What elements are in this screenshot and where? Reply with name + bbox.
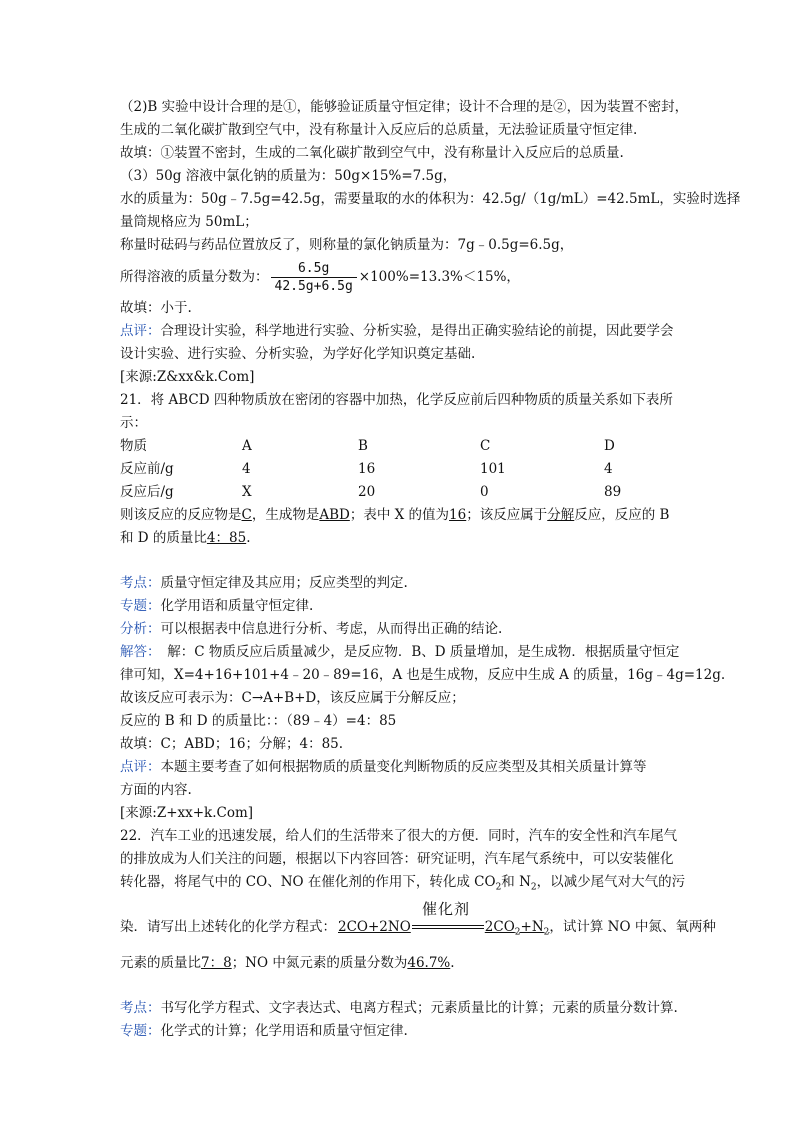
answer-blank: 7：8 xyxy=(201,954,232,971)
table-row xyxy=(120,458,684,481)
answer-line: 则该反应的反应物是C，生成物是ABD；表中 X 的值为16；该反应属于分解反应，反应的 B xyxy=(120,507,670,523)
table-cell: 89 xyxy=(604,484,622,500)
answer-line: 元素的质量比7：8；NO 中氮元素的质量分数为46.7%. xyxy=(120,954,455,971)
fenxi-line: 分析：可以根据表中信息进行分析、考虑，从而得出正确的结论. xyxy=(120,621,503,637)
text-line: 故填：C；ABD；16；分解；4：85. xyxy=(120,736,344,752)
answer-blank: 46.7% xyxy=(407,954,451,971)
table-cell: 反应前/g xyxy=(120,461,174,477)
answer-blank: 16 xyxy=(449,507,467,523)
answer-blank: 4：85 xyxy=(206,530,247,546)
comment-label: 点评： xyxy=(120,759,161,775)
fraction xyxy=(271,260,357,295)
table-header-row xyxy=(120,435,684,458)
comment-label: 点评： xyxy=(120,323,161,339)
comment-line: 点评：本题主要考查了如何根据物质的质量变化判断物质的反应类型及其相关质量计算等 xyxy=(120,759,647,775)
text-line: 故填：小于. xyxy=(120,300,192,316)
table-cell: 4 xyxy=(604,461,613,477)
catalyst-label: 催化剂 xyxy=(422,899,471,918)
answer-blank: 分解 xyxy=(547,507,575,523)
table-cell: 20 xyxy=(358,484,376,500)
table-cell: 16 xyxy=(358,461,376,477)
kaodian-line: 考点：书写化学方程式、文字表达式、电离方程式；元素质量比的计算；元素的质量分数计算. xyxy=(120,999,678,1016)
table-row xyxy=(120,481,684,504)
text-line: 故该反应可表示为：C→A+B+D，该反应属于分解反应； xyxy=(120,690,465,706)
text-line: 律可知，X=4+16+101+4﹣20﹣89=16，A 也是生成物，反应中生成 A 的质量，16g﹣4g=12g. xyxy=(120,667,726,683)
text-line: 生成的二氧化碳扩散到空气中，没有称量计入反应后的总质量，无法验证质量守恒定律. xyxy=(120,122,638,138)
fenxi-label: 分析： xyxy=(120,621,161,637)
text-line: 转化器，将尾气中的 CO、NO 在催化剂的作用下，转化成 $CO_2$和 $N_2$，以减少尾气对大气的污 xyxy=(120,874,686,893)
answer-blank: ABD xyxy=(319,507,350,523)
mass-table xyxy=(120,435,684,504)
zhuanti-line: 专题：化学用语和质量守恒定律. xyxy=(120,598,314,614)
question-21: 21．将 ABCD 四种物质放在密闭的容器中加热，化学反应前后四种物质的质量关系如下表所 xyxy=(120,392,673,408)
text-line: 反应的 B 和 D 的质量比：：（89﹣4）=4：85 xyxy=(120,713,397,729)
text-line: 设计实验、进行实验、分析实验，为学好化学知识奠定基础. xyxy=(120,346,476,362)
numerator: 6.5g xyxy=(271,260,357,278)
text-line: （2)B 实验中设计合理的是①，能够验证质量守恒定律；设计不合理的是②，因为装置不密封， xyxy=(120,99,689,115)
text-line: 称量时砝码与药品位置放反了，则称量的氯化钠质量为：7g﹣0.5g=6.5g， xyxy=(120,237,574,253)
kaodian-line: 考点：质量守恒定律及其应用；反应类型的判定. xyxy=(120,575,408,591)
text-line: 水的质量为：50g﹣7.5g=42.5g，需要量取的水的体积为：42.5g/（1g/mL）=42.5mL，实验时选择 xyxy=(120,191,741,207)
text-line: 量筒规格应为 50mL； xyxy=(120,214,258,230)
table-cell: C xyxy=(480,438,491,454)
comment-line: 点评：合理设计实验，科学地进行实验、分析实验，是得出正确实验结论的前提，因此要学会 xyxy=(120,323,674,339)
jieda-line: 解答： 解：C 物质反应后质量减少，是反应物．B、D 质量增加，是生成物．根据质量守恒定 xyxy=(120,644,680,660)
table-cell: 4 xyxy=(242,461,251,477)
zhuanti-label: 专题： xyxy=(120,1022,161,1039)
table-cell: B xyxy=(358,438,368,454)
table-cell: 0 xyxy=(480,484,489,500)
answer-blank: C xyxy=(241,507,252,523)
answer-line: 和 D 的质量比4：85. xyxy=(120,530,251,546)
document-page xyxy=(120,96,741,1043)
chemical-equation: 催化剂 2CO+2NO $2CO_2+N_2$ xyxy=(338,900,549,960)
table-cell: A xyxy=(242,438,252,454)
question-22: 22．汽车工业的迅速发展，给人们的生活带来了很大的方便．同时，汽车的安全性和汽车尾气 xyxy=(120,828,678,844)
text-line: 方面的内容. xyxy=(120,782,192,798)
text-line: （3）50g 溶液中氯化钠的质量为：50g×15%=7.5g， xyxy=(120,168,457,184)
table-cell: D xyxy=(604,438,615,454)
text-line: 的排放成为人们关注的问题，根据以下内容回答：研究证明，汽车尾气系统中，可以安装催化 xyxy=(120,851,674,867)
equation-line: 染．请写出上述转化的化学方程式： 催化剂 2CO+2NO $2CO_2+N_2$，试计算 NO 中氮、氧两种 xyxy=(120,900,690,946)
table-cell: 反应后/g xyxy=(120,484,174,500)
source-note: [来源:Z&xx&k.Com] xyxy=(120,369,255,385)
zhuanti-label: 专题： xyxy=(120,598,161,614)
zhuanti-line: 专题：化学式的计算；化学用语和质量守恒定律. xyxy=(120,1022,408,1039)
table-cell: X xyxy=(242,484,252,500)
text-line: 故填：①装置不密封，生成的二氧化碳扩散到空气中，没有称量计入反应后的总质量. xyxy=(120,145,624,161)
source-note: [来源:Z+xx+k.Com] xyxy=(120,805,254,821)
text-line: 示： xyxy=(120,415,147,431)
table-cell: 101 xyxy=(480,461,506,477)
table-cell: 物质 xyxy=(120,438,147,454)
kaodian-label: 考点： xyxy=(120,575,161,591)
denominator: 42.5g+6.5g xyxy=(274,279,353,294)
kaodian-label: 考点： xyxy=(120,999,161,1016)
jieda-label: 解答： xyxy=(120,644,154,660)
fraction-line: 所得溶液的质量分数为： $\frac{6.5g}{42.5g+6.5g}$ ×100%=13.3%＜15%， xyxy=(120,261,520,294)
